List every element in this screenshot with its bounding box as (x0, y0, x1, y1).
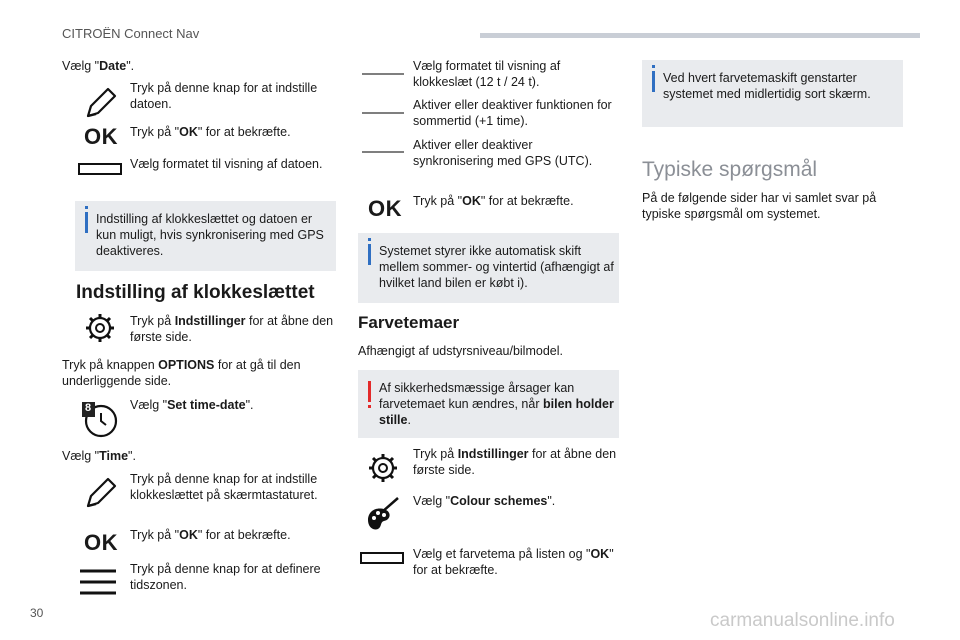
warning-note-text: Af sikkerhedsmæssige årsager kan farvetemaet kun ændres, når bilen holder stille. (379, 381, 614, 427)
confirm-ok-step: Tryk på "OK" for at bekræfte. (413, 194, 574, 208)
settings-step: Tryk på Indstillinger for at åbne den første side. (413, 447, 617, 477)
info-note (358, 233, 619, 303)
info-icon (368, 244, 371, 265)
info-note (642, 60, 903, 127)
warning-icon (368, 381, 371, 402)
format-line-icon (362, 72, 404, 76)
date-format-step: Vælg formatet til visning af datoen. (130, 157, 323, 171)
choose-theme-step: Vælg et farvetema på listen og "OK" for at bekræfte. (413, 547, 614, 577)
info-note (75, 201, 336, 271)
set-date-step: Tryk på denne knap for at indstille datoen. (130, 81, 318, 111)
set-time-date-step: Vælg "Set time-date". (130, 398, 254, 412)
gear-icon (85, 313, 115, 343)
section-heading-faq: Typiske spørgsmål (642, 158, 818, 181)
toggle-line-icon (362, 111, 404, 115)
timezone-step: Tryk på denne knap for at definere tidszonen. (130, 562, 321, 592)
faq-intro: På de følgende sider har vi samlet svar på typiske spørgsmål om systemet. (642, 191, 877, 221)
header-bar (480, 33, 920, 38)
palette-icon (362, 494, 402, 534)
info-icon (652, 71, 655, 92)
depends-text: Afhængigt af udstyrsniveau/bilmodel. (358, 344, 563, 358)
confirm-ok-step: Tryk på "OK" for at bekræfte. (130, 125, 291, 139)
section-heading-clock: Indstilling af klokkeslættet (76, 282, 315, 303)
section-heading-themes: Farvetemaer (358, 313, 460, 332)
list-button-icon (78, 163, 122, 175)
colour-schemes-step: Vælg "Colour schemes". (413, 494, 556, 508)
ok-icon: OK (84, 530, 118, 555)
pencil-icon (84, 476, 118, 510)
info-note-text: Indstilling af klokkeslættet og datoen er kun muligt, hvis synkronisering med GPS deaktiveres. (96, 212, 324, 258)
select-date-text: Vælg "Date". (62, 59, 135, 73)
time-format-step: Vælg formatet til visning af klokkeslæt (12 t / 24 t). (413, 59, 561, 89)
list-button-icon (360, 552, 404, 564)
menu-icon (80, 568, 116, 596)
info-note-text: Ved hvert farvetemaskift genstarter systemet med midlertidig sort skærm. (663, 71, 871, 101)
settings-step: Tryk på Indstillinger for at åbne den første side. (130, 314, 334, 344)
set-time-step: Tryk på denne knap for at indstille klokkeslættet på skærmtastaturet. (130, 472, 318, 502)
warning-note (358, 370, 619, 438)
ok-icon: OK (84, 124, 118, 149)
info-icon (85, 212, 88, 233)
confirm-ok-step: Tryk på "OK" for at bekræfte. (130, 528, 291, 542)
info-note-text: Systemet styrer ikke automatisk skift mellem sommer- og vintertid (afhængigt af hvilket land bilen er købt i). (379, 244, 614, 290)
pencil-icon (84, 86, 118, 120)
ok-icon: OK (368, 196, 402, 221)
gear-icon (368, 453, 398, 483)
dst-step: Aktiver eller deaktiver funktionen for sommertid (+1 time). (413, 98, 612, 128)
select-time-text: Vælg "Time". (62, 449, 136, 463)
page-number: 30 (30, 606, 44, 620)
watermark: carmanualsonline.info (710, 610, 895, 631)
clock-badge: 8 (85, 402, 92, 414)
gps-sync-step: Aktiver eller deaktiver synkronisering med GPS (UTC). (413, 138, 593, 168)
options-step: Tryk på knappen OPTIONS for at gå til den underliggende side. (62, 358, 301, 388)
toggle-line-icon (362, 150, 404, 154)
manual-title: CITROËN Connect Nav (62, 26, 200, 41)
